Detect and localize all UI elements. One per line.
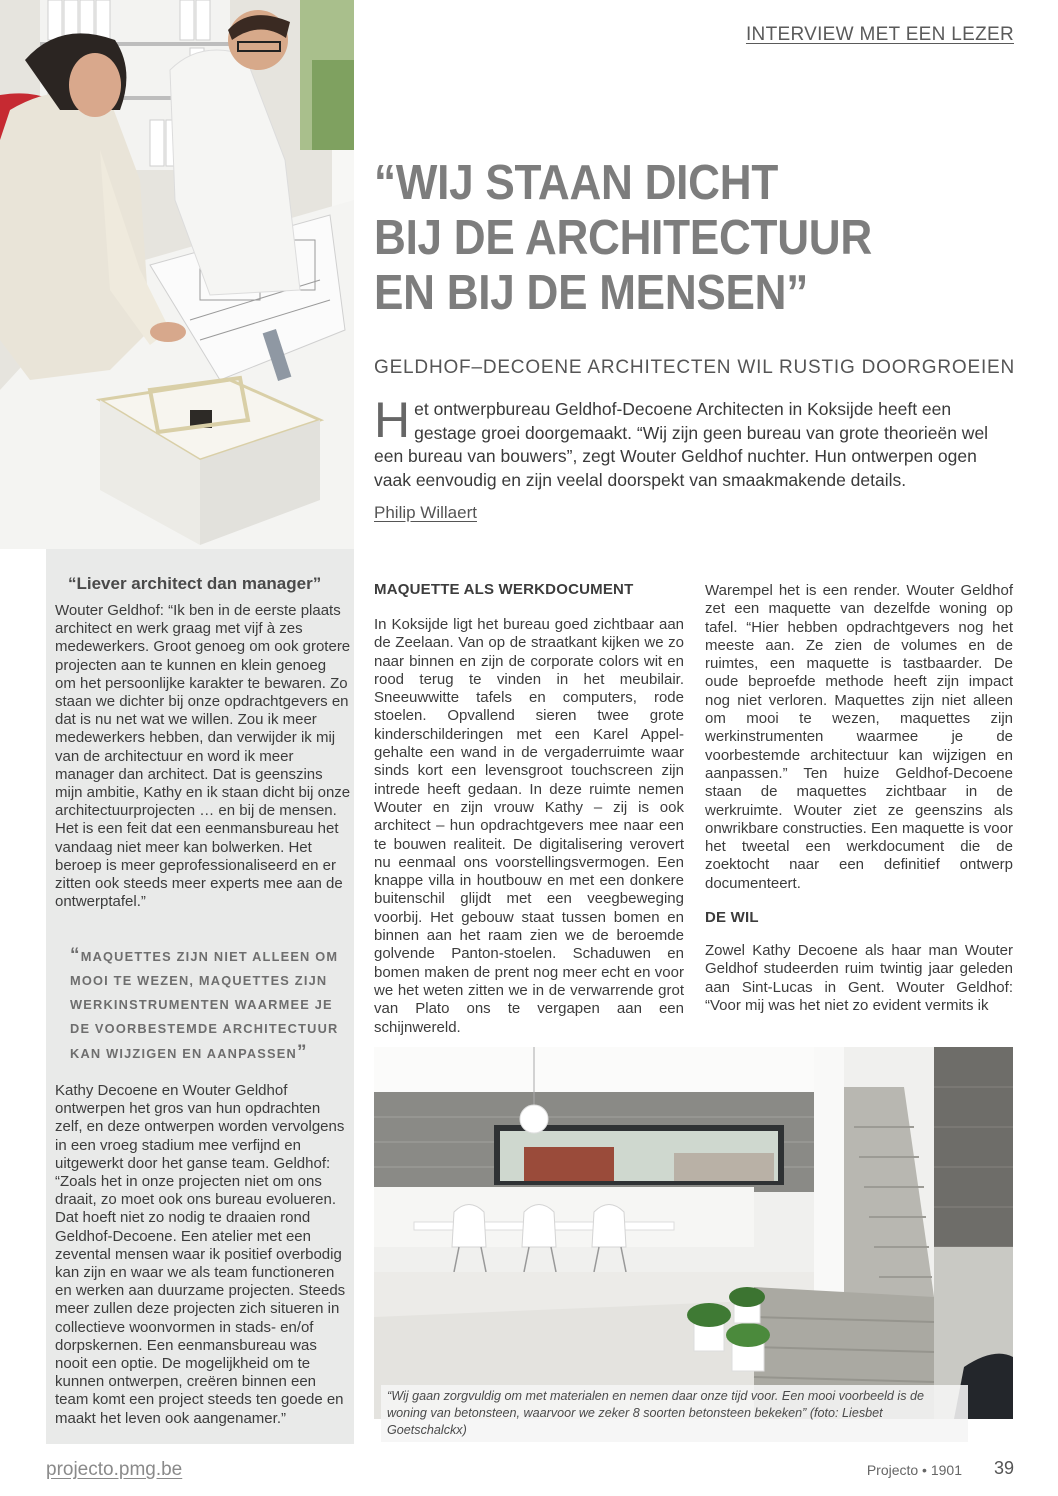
sidebar-box	[46, 549, 354, 1444]
headline	[374, 156, 968, 321]
intro-text: et ontwerpbureau Geldhof-Decoene Architecten in Koksijde heeft een gestage groei doorgemaakt. “Wij zijn geen bureau van grote theorieën wel een bureau van bouwers”, zegt Wouter Geldhof nuchter. Hun ontwerpen ogen vaak eenvoudig en zijn veelal doorspekt van smaakmakende details.	[374, 399, 989, 490]
quote-close-mark: ”	[296, 1042, 308, 1063]
interior-photo	[374, 1047, 1013, 1419]
sidebar-paragraph-1: Wouter Geldhof: “Ik ben in de eerste plaats architect en werk graag met vijf à zes medewerkers. Groot genoeg om ook grotere projecten aan te kunnen en klein genoeg om het persoonlijke karakter te bewaren. Zo staan we dichter bij onze opdrachtgevers en dat is nu net wat we willen. Zou ik meer medewerkers hebben, dan verwijder ik mij van de architectuur en word ik meer manager dan architect. Dat is geenszins mijn ambitie, Kathy en ik staan dicht bij onze architectuurprojecten … en bij de mensen. Het is een feit dat een eenmansbureau het vandaag niet meer kan bolwerken. Het beroep is meer geprofessionaliseerd en er zitten ook steeds meer experts mee aan de ontwerptafel.”	[55, 602, 351, 911]
footer-magazine-text: Projecto • 1901	[866, 1462, 962, 1478]
subheading: GELDHOF–DECOENE ARCHITECTEN WIL RUSTIG DOORGROEIEN	[374, 357, 1016, 378]
photo-caption: “Wij gaan zorgvuldig om met materialen en nemen daar onze tijd voor. Een mooi voorbeeld is de woning van betonsteen, waarvoor we zeker 8 soorten betonsteen bekeken” (foto: Liesbet Goetschalckx)	[381, 1385, 968, 1442]
headline-line-2: BIJ DE ARCHITECTUUR	[374, 211, 872, 265]
sidebar-title: “Liever architect dan manager”	[68, 574, 322, 593]
author-link[interactable]: Philip Willaert	[374, 503, 477, 522]
article-column-2: Warempel het is een render. Wouter Geldhof zet een maquette van dezelfde woning op tafel. “Hier hebben opdrachtgevers nog het meeste aan. Ze zien de volumes en de ruimtes, een maquette is tastbaarder. De oude beproefde methode heeft zijn impact nog niet verloren. Maquettes zijn niet alleen om mooi te wezen, maquettes zijn werkinstrumenten waarmee je de voorbestemde architectuur kan wijzigen en aanpassen.” Ten huize Geldhof-Decoene staan de maquettes zichtbaar in de werkruimte. Wouter ziet ze geenszins als onwrikbare constructies. Een maquette is voor het tweetal een werkdocument die de zoektocht naar een definitief ontwerp documenteert.	[705, 582, 1013, 892]
article-column-1: In Koksijde ligt het bureau goed zichtbaar aan de Zeelaan. Van op de straatkant kijken we zo naar binnen en zijn de corporate colors wit en rood terug te vinden in het meubilair. Sneeuwwitte tafels en computers, rode stoelen. Opvallend sieren twee grote kinderschilderingen met een Karel Appel-gehalte een wand in de vergaderruimte waar sinds kort een levensgroot touchscreen zijn intrede heeft gedaan. In deze ruimte nemen Wouter en zijn vrouw Kathy – zij is ook architect – hun opdrachtgevers mee naar een te bouwen realiteit. De digitalisering verovert nu eenmaal ons voorstellingsvermogen. Een knappe villa in houtbouw en met een donkere buitenschil glijdt met een veegbeweging voorbij. Het gebouw staat tussen bomen en binnen aan het raam zien we de beroemde golvende Panton-stoelen. Schaduwen en bomen maken de prent nog meer echt en voor we het weten zitten we in de verwarrende grot van Plato ons te vergapen aan een schijnwereld.	[374, 616, 684, 1036]
article-heading-de-wil: DE WIL	[705, 909, 759, 926]
headline-line-3: EN BIJ DE MENSEN”	[374, 266, 809, 320]
quote-text: MAQUETTES ZIJN NIET ALLEEN OM MOOI TE WEZEN, MAQUETTES ZIJN WERKINSTRUMENTEN WAARMEE JE DE VOORBESTEMDE ARCHITECTUUR KAN WIJZIGEN EN AANPASSEN	[70, 949, 339, 1061]
intro-paragraph	[374, 392, 1014, 492]
footer-magazine-issue	[867, 1462, 996, 1478]
architects-photo	[0, 0, 354, 549]
article-heading-maquette: MAQUETTE ALS WERKDOCUMENT	[374, 581, 634, 598]
pull-quote	[70, 944, 342, 1066]
sidebar-paragraph-2: Kathy Decoene en Wouter Geldhof ontwerpen het gros van hun opdrachten zelf, en deze ontwerpen worden vervolgens in een vroeg stadium mee verfijnd en uitgewerkt door het ganse team. Geldhof: “Zoals het in onze projecten niet om ons draait, zo moet ook ons bureau evolueren. Dat hoeft niet zo nodig te draaien rond Geldhof-Decoene. Een atelier met een zevental mensen waar ik positief overbodig kan zijn en waar we als team functioneren en werken aan duurzame projecten. Steeds meer zullen deze projecten zich situeren in collectieve woonvormen in stads- en/of dorpskernen. Een eenmansbureau was nooit een optie. De mogelijkheid om te kunnen ontwerpen, creëren binnen een team komt een project steeds ten goede en maakt het leven ook aangenamer.”	[55, 1082, 346, 1427]
section-label: INTERVIEW MET EEN LEZER	[745, 24, 1014, 45]
footer-website-link[interactable]: projecto.pmg.be	[46, 1459, 183, 1480]
quote-open-mark: “	[70, 945, 81, 966]
headline-line-1: “WIJ STAAN DICHT	[374, 156, 779, 210]
page-number: 39	[993, 1458, 1014, 1478]
drop-cap: H	[374, 392, 411, 448]
article-column-2b: Zowel Kathy Decoene als haar man Wouter Geldhof studeerden ruim twintig jaar geleden aan Sint-Lucas in Gent. Wouter Geldhof: “Voor mij was het niet zo evident vermits ik	[705, 942, 1013, 1014]
architects-photo-drawing	[0, 0, 354, 549]
interior-photo-drawing	[374, 1047, 1013, 1419]
